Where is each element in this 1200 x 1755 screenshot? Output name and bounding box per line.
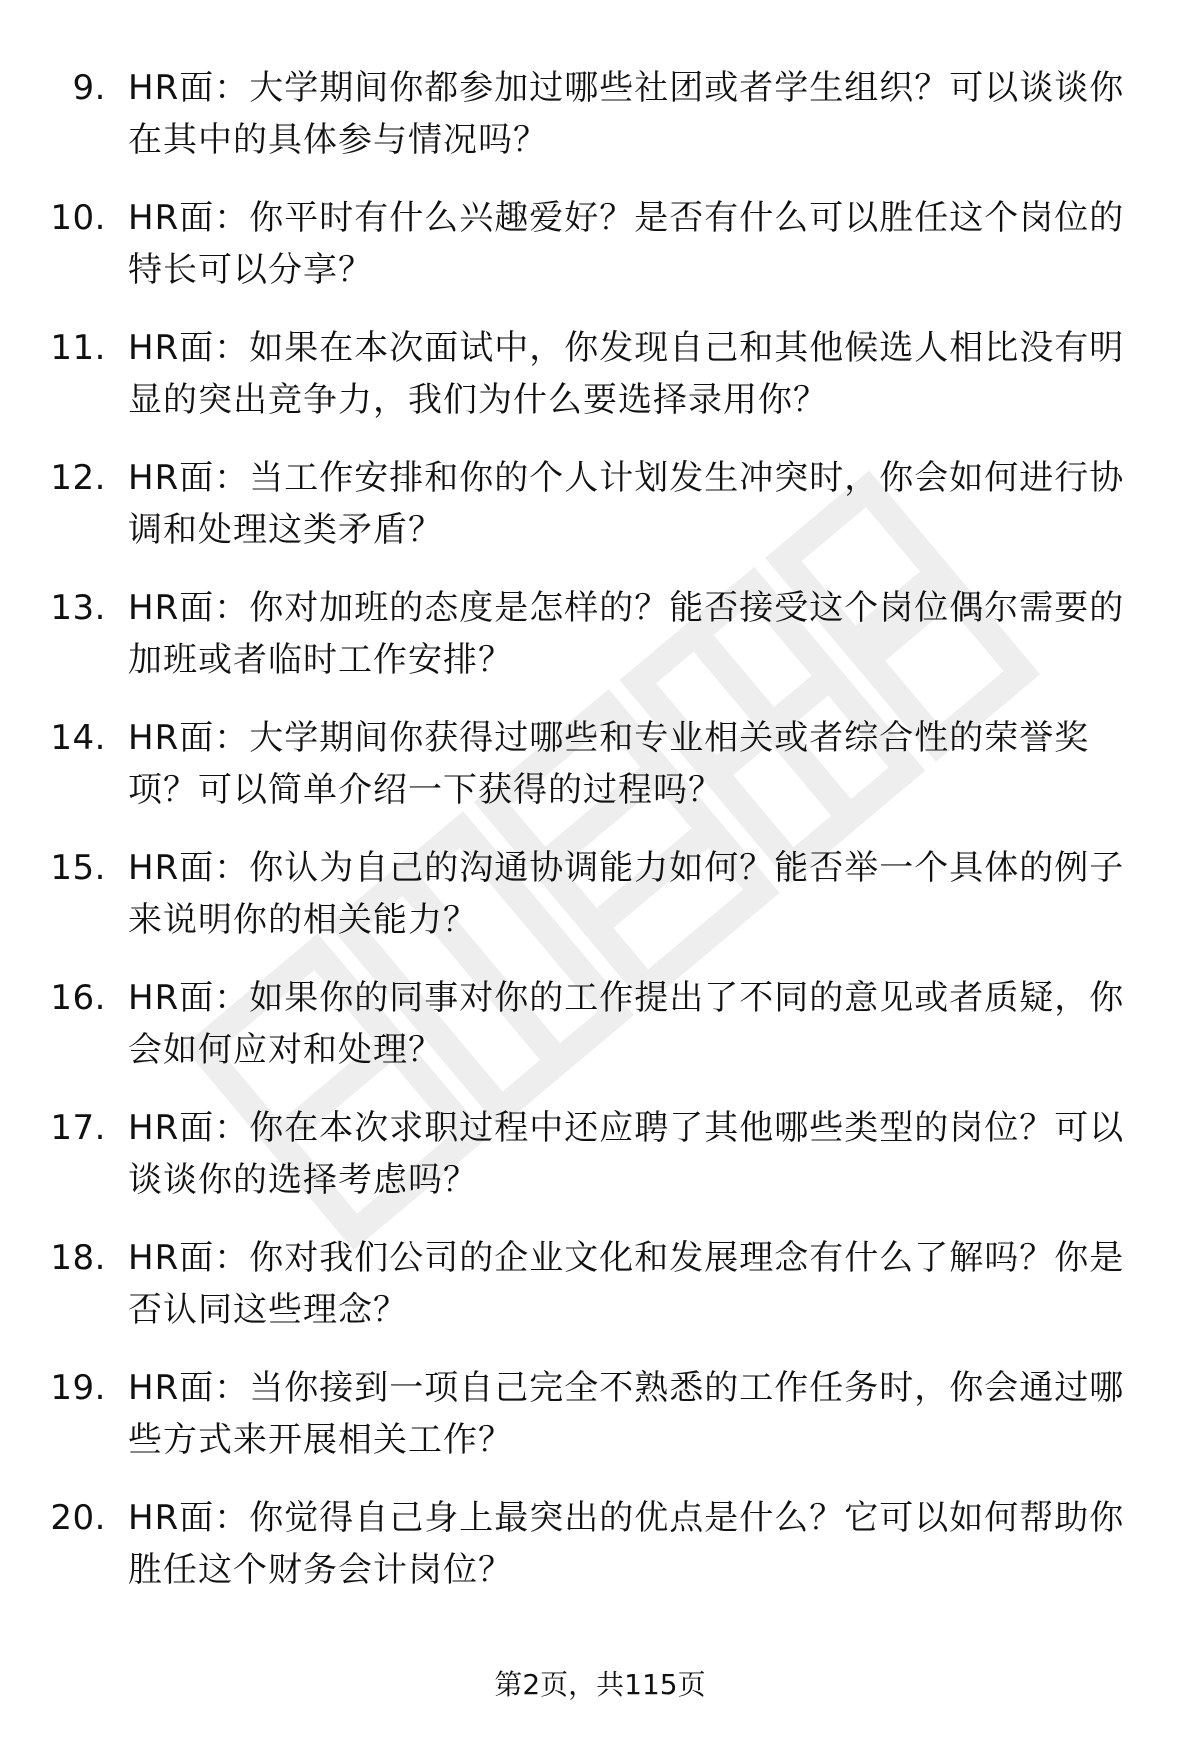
list-item (0, 1232, 1200, 1362)
list-item (0, 452, 1200, 582)
question-list (0, 62, 1200, 1622)
question-text: HR面：你对我们公司的企业文化和发展理念有什么了解吗？你是否认同这些理念？ (128, 1238, 1125, 1330)
question-number: 9. (72, 68, 106, 108)
question-text: HR面：你对加班的态度是怎样的？能否接受这个岗位偶尔需要的加班或者临时工作安排？ (128, 588, 1125, 680)
question-number: 20. (50, 1498, 106, 1538)
question-number: 19. (50, 1368, 106, 1408)
question-number: 14. (50, 718, 106, 758)
question-number: 10. (50, 198, 106, 238)
list-item (0, 1362, 1200, 1492)
question-number: 11. (50, 328, 106, 368)
list-item (0, 1102, 1200, 1232)
list-item (0, 842, 1200, 972)
question-number: 16. (50, 978, 106, 1018)
question-number: 12. (50, 458, 106, 498)
list-item (0, 582, 1200, 712)
page-number-footer: 第2页，共115页 (494, 1668, 706, 1701)
question-text: HR面：你觉得自己身上最突出的优点是什么？它可以如何帮助你胜任这个财务会计岗位？ (128, 1498, 1125, 1590)
question-text: HR面：当你接到一项自己完全不熟悉的工作任务时，你会通过哪些方式来开展相关工作？ (128, 1368, 1125, 1460)
question-text: HR面：当工作安排和你的个人计划发生冲突时，你会如何进行协调和处理这类矛盾？ (128, 458, 1125, 550)
question-text: HR面：大学期间你获得过哪些和专业相关或者综合性的荣誉奖项？可以简单介绍一下获得的过程吗？ (128, 718, 1090, 810)
list-item (0, 712, 1200, 842)
list-item (0, 972, 1200, 1102)
question-number: 13. (50, 588, 106, 628)
question-text: HR面：大学期间你都参加过哪些社团或者学生组织？可以谈谈你在其中的具体参与情况吗？ (128, 68, 1125, 160)
question-number: 18. (50, 1238, 106, 1278)
list-item (0, 192, 1200, 322)
question-number: 15. (50, 848, 106, 888)
list-item (0, 322, 1200, 452)
list-item (0, 1492, 1200, 1622)
question-text: HR面：你平时有什么兴趣爱好？是否有什么可以胜任这个岗位的特长可以分享？ (128, 198, 1125, 290)
question-number: 17. (50, 1108, 106, 1148)
question-text: HR面：你在本次求职过程中还应聘了其他哪些类型的岗位？可以谈谈你的选择考虑吗？ (128, 1108, 1125, 1200)
question-text: HR面：你认为自己的沟通协调能力如何？能否举一个具体的例子来说明你的相关能力？ (128, 848, 1125, 940)
list-item (0, 62, 1200, 192)
question-text: HR面：如果你的同事对你的工作提出了不同的意见或者质疑，你会如何应对和处理？ (128, 978, 1125, 1070)
question-text: HR面：如果在本次面试中，你发现自己和其他候选人相比没有明显的突出竞争力，我们为什么要选择录用你？ (128, 328, 1125, 420)
